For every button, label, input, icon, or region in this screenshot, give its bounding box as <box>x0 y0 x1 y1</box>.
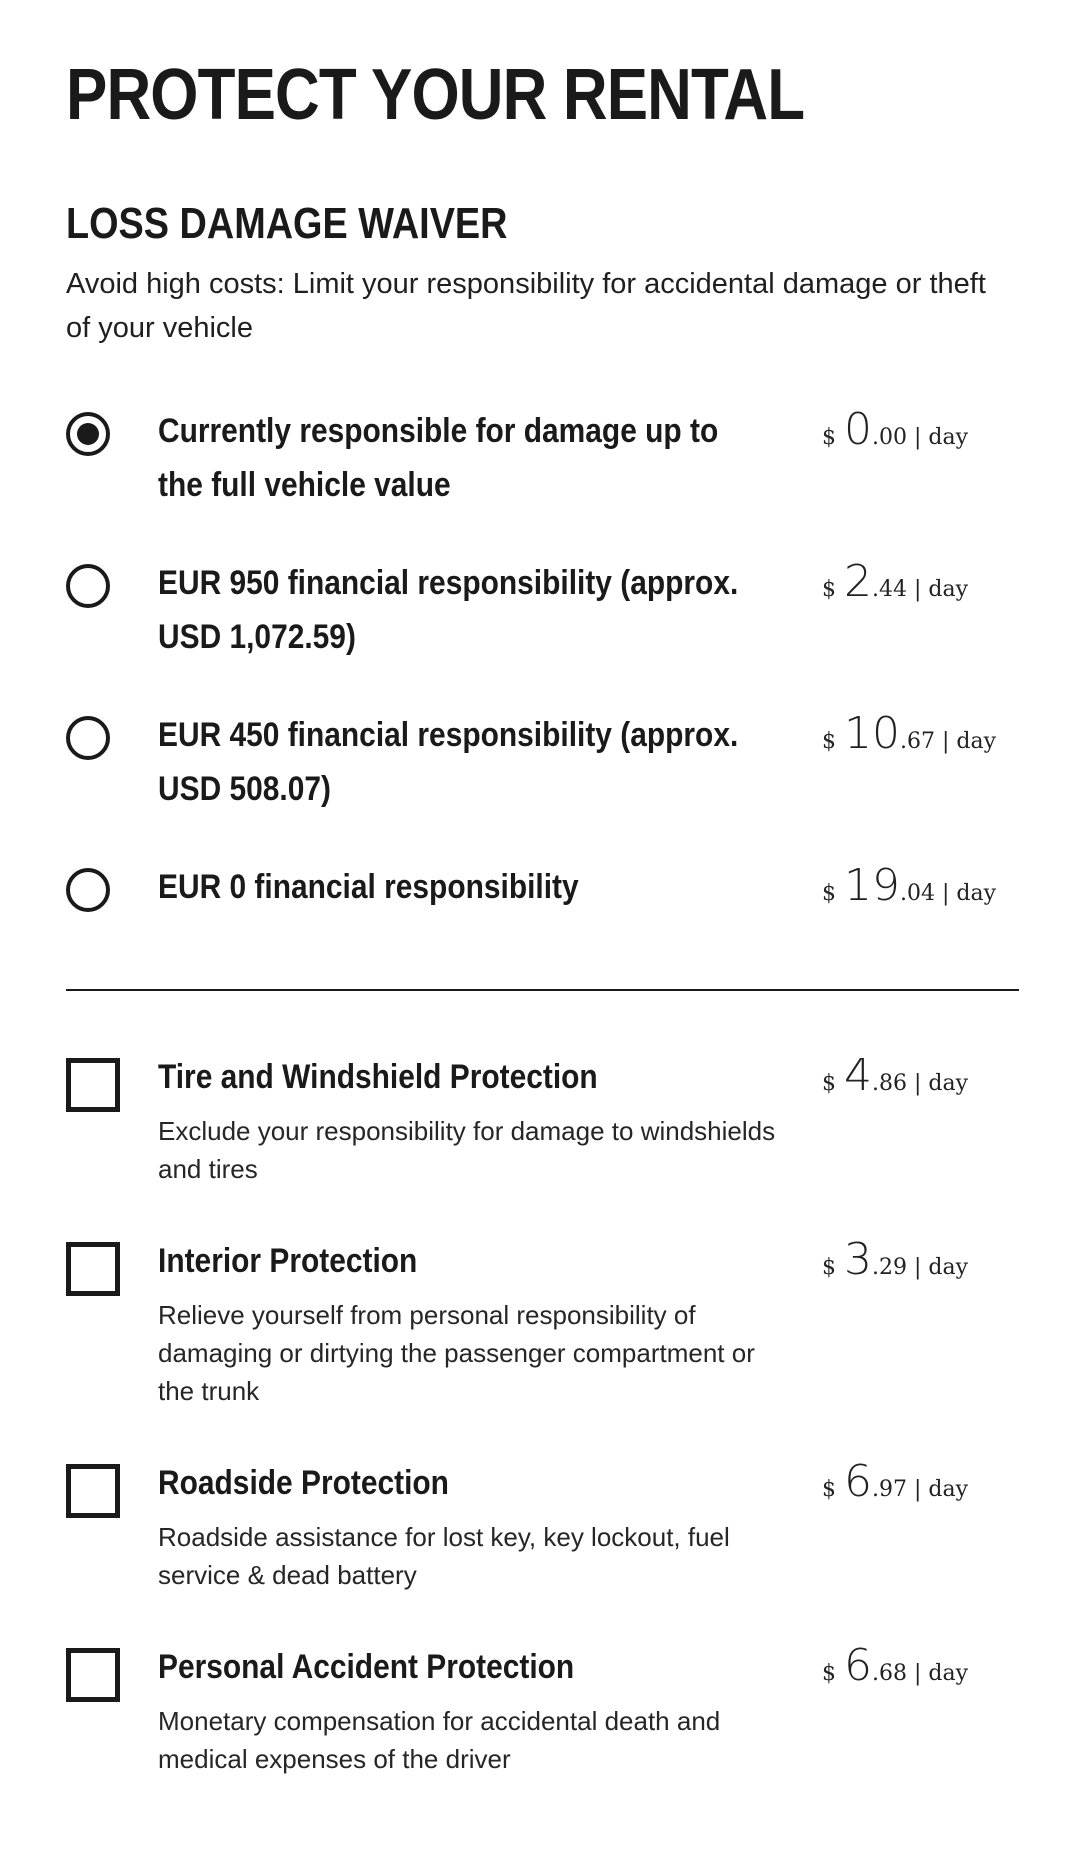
price-whole: 6 <box>844 1640 872 1691</box>
price-fraction: .29 <box>872 1255 907 1280</box>
radio-button-selected[interactable] <box>66 412 110 456</box>
price <box>822 1640 968 1691</box>
price <box>822 708 996 759</box>
price-currency: $ <box>822 1071 836 1096</box>
price-fraction: .86 <box>872 1071 907 1096</box>
price-unit: | day <box>907 1071 969 1096</box>
price <box>822 1050 968 1101</box>
price-unit: | day <box>935 881 997 906</box>
price-fraction: .67 <box>900 729 935 754</box>
ldw-option-label: EUR 0 financial responsibility <box>158 868 579 906</box>
ldw-option-label: EUR 450 financial responsibility (approx. USD 508.07) <box>158 716 739 808</box>
price-currency: $ <box>822 881 836 906</box>
price-fraction: .44 <box>872 577 907 602</box>
addon-description: Relieve yourself from personal responsibility of damaging or dirtying the passenger compartment or the trunk <box>158 1300 755 1406</box>
page-title: PROTECT YOUR RENTAL <box>66 55 805 135</box>
addon-title: Interior Protection <box>158 1242 418 1280</box>
price-fraction: .04 <box>900 881 935 906</box>
price-fraction: .00 <box>872 425 907 450</box>
price-whole: 6 <box>844 1456 872 1507</box>
price-unit: | day <box>907 577 969 602</box>
addon-description: Roadside assistance for lost key, key lockout, fuel service & dead battery <box>158 1522 730 1590</box>
addon-description: Monetary compensation for accidental death and medical expenses of the driver <box>158 1706 721 1774</box>
price-whole: 3 <box>844 1234 872 1285</box>
price-whole: 10 <box>844 708 900 759</box>
addon-title: Personal Accident Protection <box>158 1648 575 1686</box>
price-fraction: .68 <box>872 1661 907 1686</box>
ldw-section-description: Avoid high costs: Limit your responsibility for accidental damage or theft of your vehicle <box>66 268 986 344</box>
price-unit: | day <box>935 729 997 754</box>
price <box>822 404 968 455</box>
price-currency: $ <box>822 1661 836 1686</box>
addon-title: Tire and Windshield Protection <box>158 1058 598 1096</box>
price-whole: 0 <box>844 404 872 455</box>
price-currency: $ <box>822 1255 836 1280</box>
price-currency: $ <box>822 425 836 450</box>
price <box>822 1234 968 1285</box>
price-unit: | day <box>907 1661 969 1686</box>
ldw-option-label: EUR 950 financial responsibility (approx. USD 1,072.59) <box>158 564 739 656</box>
price <box>822 556 968 607</box>
price-currency: $ <box>822 729 836 754</box>
checkbox[interactable] <box>66 1242 120 1296</box>
checkbox[interactable] <box>66 1464 120 1518</box>
price-currency: $ <box>822 577 836 602</box>
radio-button[interactable] <box>66 868 110 912</box>
price-fraction: .97 <box>872 1477 907 1502</box>
checkbox[interactable] <box>66 1648 120 1702</box>
price-unit: | day <box>907 1477 969 1502</box>
price-whole: 19 <box>844 860 900 911</box>
section-divider <box>66 989 1019 991</box>
price-unit: | day <box>907 425 969 450</box>
addon-description: Exclude your responsibility for damage to windshields and tires <box>158 1116 776 1184</box>
addon-title: Roadside Protection <box>158 1464 449 1502</box>
ldw-section-title: LOSS DAMAGE WAIVER <box>66 199 508 248</box>
radio-button[interactable] <box>66 716 110 760</box>
price-currency: $ <box>822 1477 836 1502</box>
price-whole: 2 <box>844 556 872 607</box>
price <box>822 1456 968 1507</box>
checkbox[interactable] <box>66 1058 120 1112</box>
price-whole: 4 <box>844 1050 872 1101</box>
price-unit: | day <box>907 1255 969 1280</box>
radio-button[interactable] <box>66 564 110 608</box>
price <box>822 860 996 911</box>
ldw-option-label: Currently responsible for damage up to the full vehicle value <box>158 412 719 504</box>
